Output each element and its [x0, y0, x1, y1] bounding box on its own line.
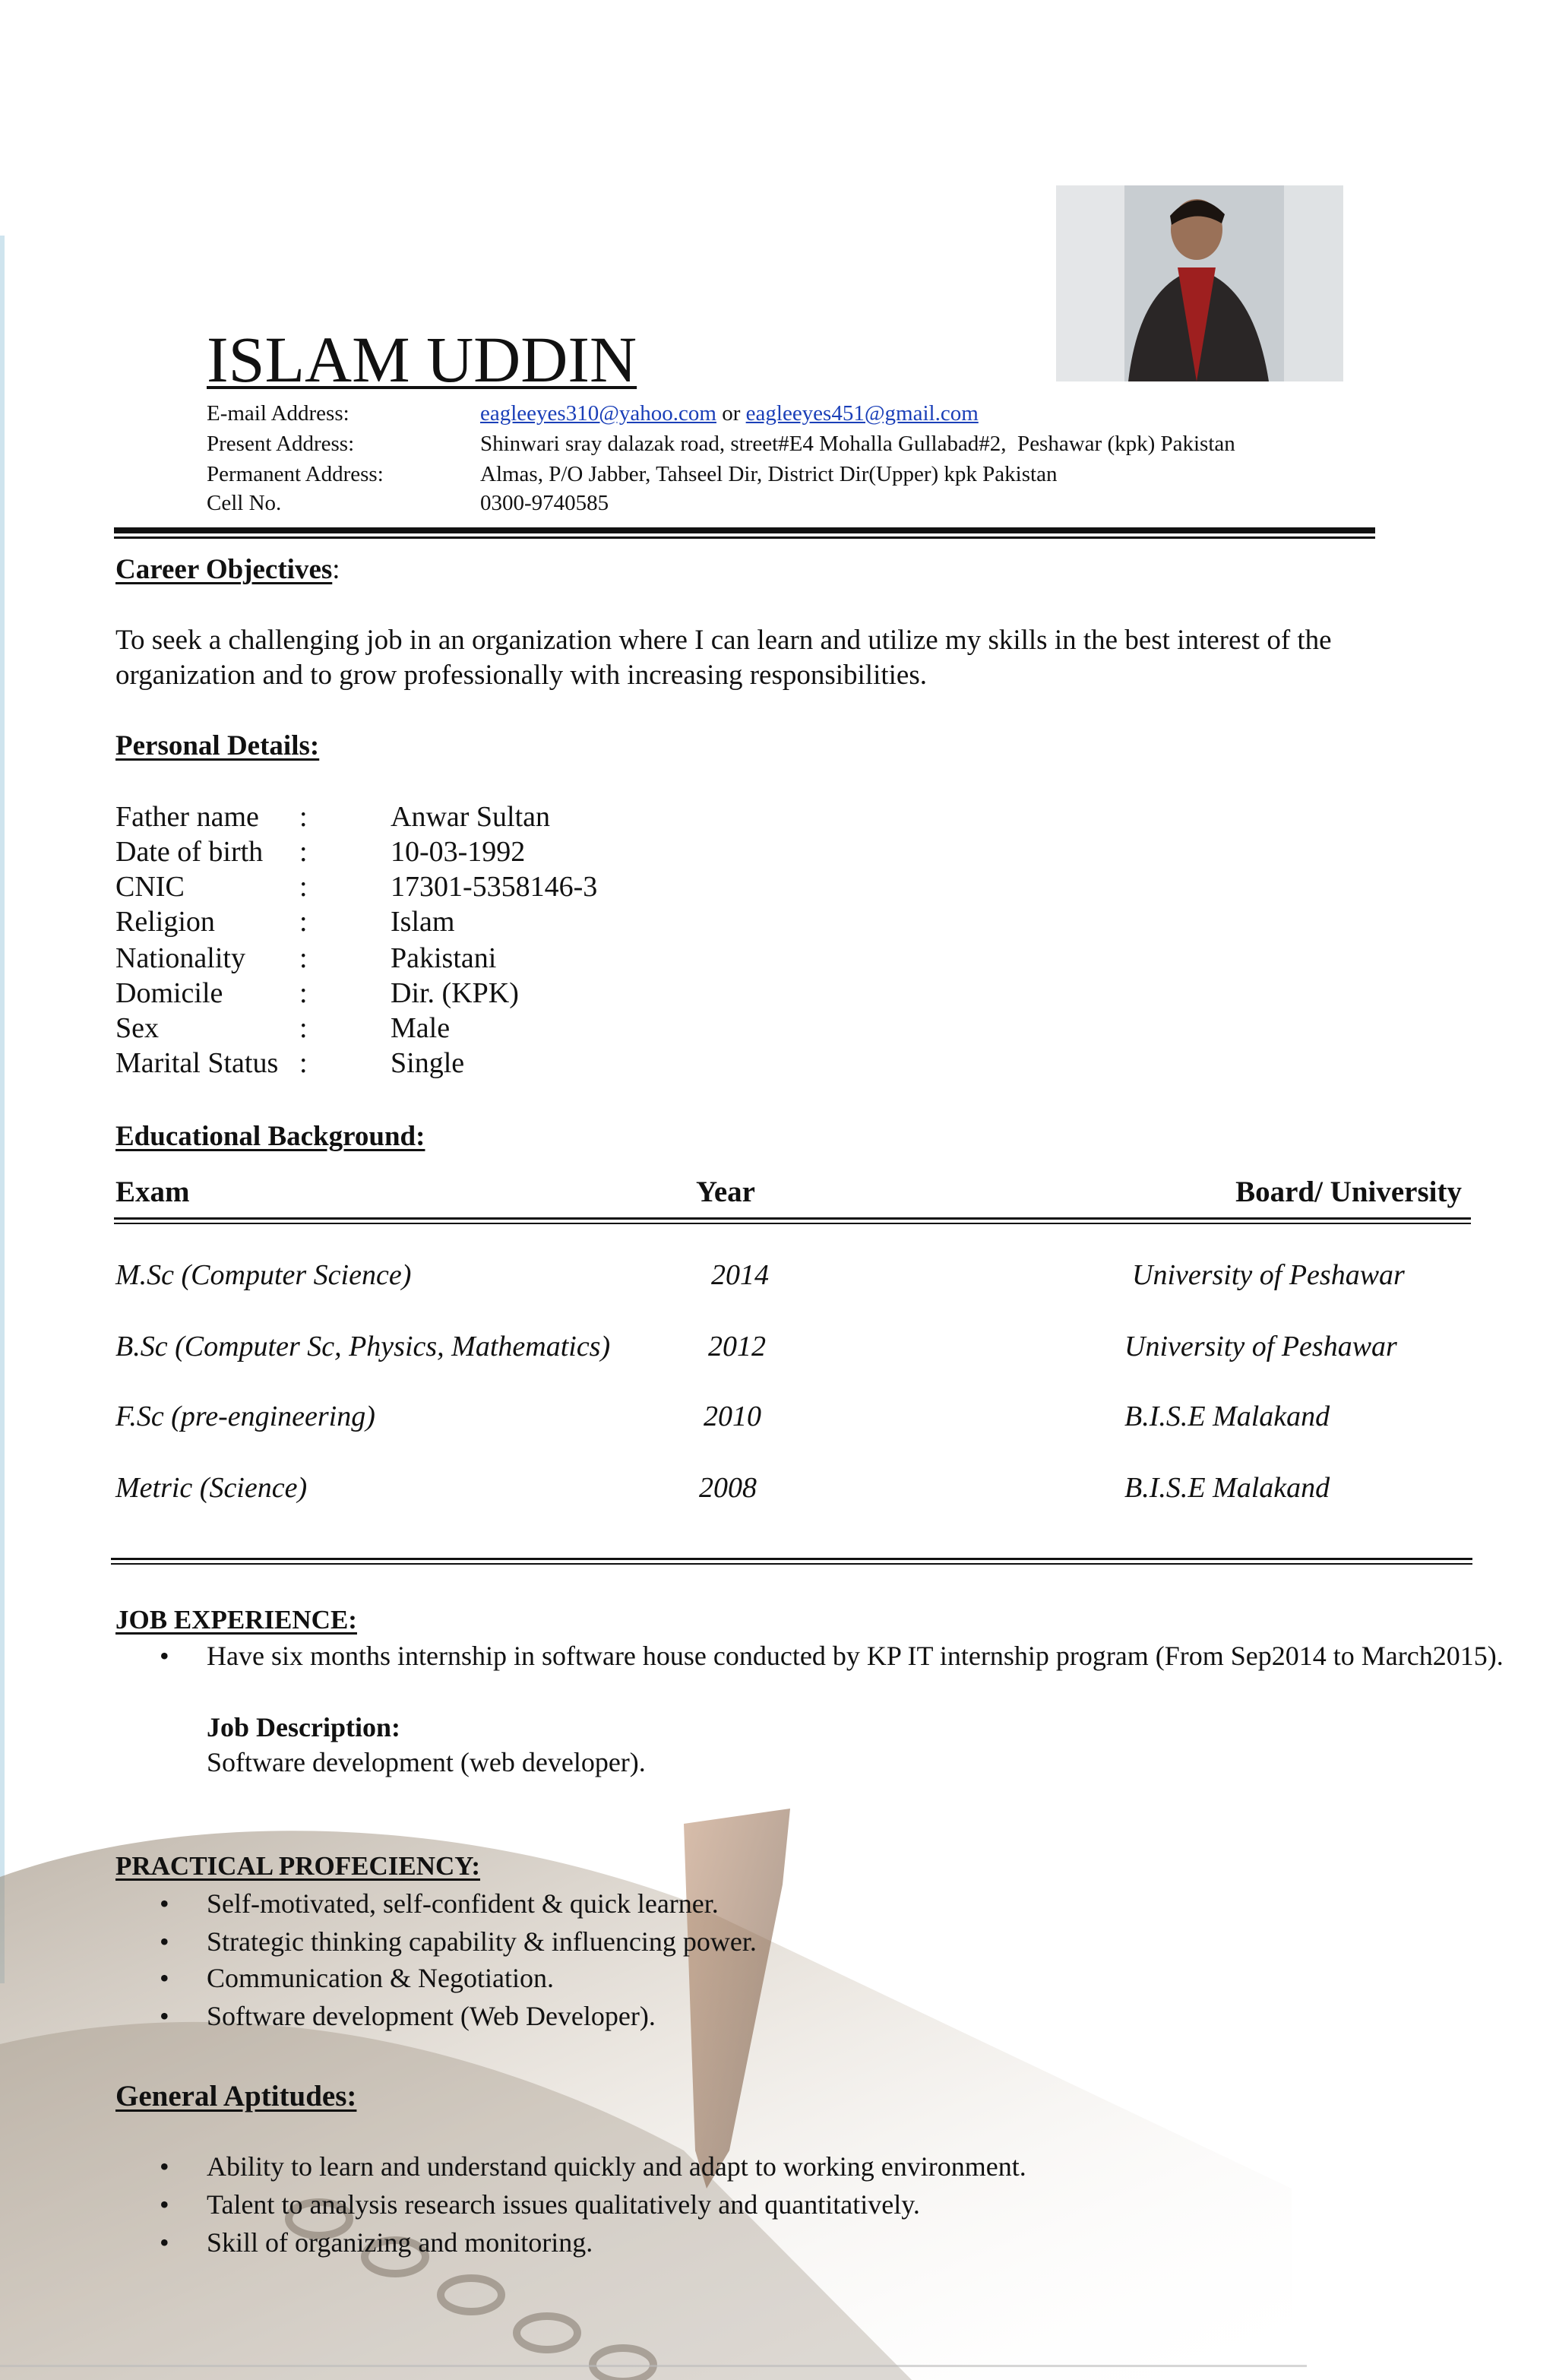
education-col-exam: Exam	[115, 1176, 190, 1208]
education-year: 2012	[708, 1331, 766, 1362]
personal-value: Islam	[391, 906, 455, 938]
career-text: To seek a challenging job in an organization where I can learn and utilize my skills in the best interest of the organization and to grow professionally with increasing responsibilities.	[115, 625, 1332, 691]
aptitude-item-text: Skill of organizing and monitoring.	[207, 2227, 593, 2258]
job-description-label: Job Description:	[207, 1712, 400, 1742]
career-heading-row	[115, 553, 340, 586]
job-description-text: Software development (web developer).	[207, 1747, 646, 1777]
personal-colon: :	[299, 871, 308, 903]
practical-item-text: Software development (Web Developer).	[207, 2001, 656, 2031]
education-board: University of Peshawar	[1124, 1331, 1397, 1362]
education-header-rule	[114, 1217, 1471, 1220]
education-exam: Metric (Science)	[115, 1472, 308, 1504]
personal-label: Religion	[115, 906, 215, 938]
aptitude-item-text: Ability to learn and understand quickly and adapt to working environment.	[207, 2151, 1026, 2182]
career-heading: Career Objectives	[115, 554, 333, 585]
bullet-icon: •	[160, 1888, 169, 1919]
personal-value: Single	[391, 1047, 465, 1079]
personal-label: Domicile	[115, 977, 223, 1009]
present-address-label: Present Address:	[207, 432, 355, 456]
profile-photo-image	[1056, 185, 1343, 381]
personal-label: Sex	[115, 1012, 159, 1044]
bullet-icon: •	[160, 1926, 169, 1957]
email-separator: or	[716, 401, 746, 426]
education-year: 2010	[704, 1400, 761, 1432]
practical-heading: PRACTICAL PROFECIENCY:	[115, 1851, 481, 1881]
permanent-address-label: Permanent Address:	[207, 462, 384, 486]
aptitude-item-text: Talent to analysis research issues qualitatively and quantitatively.	[207, 2189, 920, 2220]
practical-item-text: Strategic thinking capability & influencing power.	[207, 1926, 757, 1957]
education-exam: B.Sc (Computer Sc, Physics, Mathematics)	[115, 1331, 611, 1362]
personal-value: Pakistani	[391, 942, 497, 974]
personal-value: Dir. (KPK)	[391, 977, 519, 1009]
cell-label: Cell No.	[207, 491, 282, 515]
personal-value: Anwar Sultan	[391, 801, 551, 833]
education-board: B.I.S.E Malakand	[1124, 1472, 1330, 1504]
education-year: 2014	[711, 1259, 769, 1291]
personal-colon: :	[299, 801, 308, 833]
education-col-year: Year	[696, 1176, 755, 1208]
education-year: 2008	[699, 1472, 757, 1504]
bullet-icon: •	[160, 2227, 169, 2258]
personal-label: Date of birth	[115, 836, 264, 868]
candidate-name: ISLAM UDDIN	[207, 323, 637, 396]
education-col-board: Board/ University	[1235, 1176, 1462, 1208]
practical-item-text: Self-motivated, self-confident & quick learner.	[207, 1888, 719, 1919]
present-address-value: Shinwari sray dalazak road, street#E4 Mohalla Gullabad#2, Peshawar (kpk) Pakistan	[480, 432, 1235, 456]
education-board: B.I.S.E Malakand	[1124, 1400, 1330, 1432]
education-exam: F.Sc (pre-engineering)	[115, 1400, 375, 1432]
personal-colon: :	[299, 942, 308, 974]
personal-colon: :	[299, 836, 308, 868]
education-header-rule-thin	[114, 1223, 1471, 1224]
bullet-icon: •	[160, 2189, 169, 2220]
personal-colon: :	[299, 906, 308, 938]
email-link-yahoo[interactable]: eagleeyes310@yahoo.com	[480, 401, 716, 426]
personal-value: 17301-5358146-3	[391, 871, 598, 903]
header-divider	[114, 527, 1375, 533]
header-divider-thin	[114, 536, 1375, 539]
email-link-gmail[interactable]: eagleeyes451@gmail.com	[745, 401, 979, 426]
bullet-icon: •	[160, 2001, 169, 2031]
email-label: E-mail Address:	[207, 401, 349, 426]
personal-value: 10-03-1992	[391, 836, 526, 868]
personal-label: Nationality	[115, 942, 245, 974]
bullet-icon: •	[160, 1641, 169, 1671]
personal-label: Father name	[115, 801, 259, 833]
career-heading-colon: :	[332, 554, 340, 585]
education-board: University of Peshawar	[1132, 1259, 1405, 1291]
personal-label: Marital Status	[115, 1047, 279, 1079]
practical-item-text: Communication & Negotiation.	[207, 1963, 554, 1993]
bullet-icon: •	[160, 2151, 169, 2182]
personal-colon: :	[299, 1047, 308, 1079]
personal-colon: :	[299, 977, 308, 1009]
email-value	[480, 400, 979, 427]
personal-heading: Personal Details:	[115, 730, 320, 761]
personal-colon: :	[299, 1012, 308, 1044]
job-heading: JOB EXPERIENCE:	[115, 1605, 357, 1635]
job-bullet-text: Have six months internship in software house conducted by KP IT internship program (From Sep2014 to March2015).	[207, 1641, 1504, 1671]
education-footer-rule-thin	[111, 1563, 1472, 1565]
bullet-icon: •	[160, 1963, 169, 1993]
aptitudes-heading: General Aptitudes:	[115, 2080, 357, 2113]
personal-value: Male	[391, 1012, 451, 1044]
education-heading: Educational Background:	[115, 1121, 425, 1152]
cell-value: 0300-9740585	[480, 491, 609, 515]
education-exam: M.Sc (Computer Science)	[115, 1259, 412, 1291]
personal-label: CNIC	[115, 871, 185, 903]
permanent-address-value: Almas, P/O Jabber, Tahseel Dir, District Dir(Upper) kpk Pakistan	[480, 462, 1058, 486]
education-footer-rule	[111, 1558, 1472, 1560]
page-edge-tint	[0, 236, 5, 1983]
profile-photo	[1056, 185, 1343, 381]
